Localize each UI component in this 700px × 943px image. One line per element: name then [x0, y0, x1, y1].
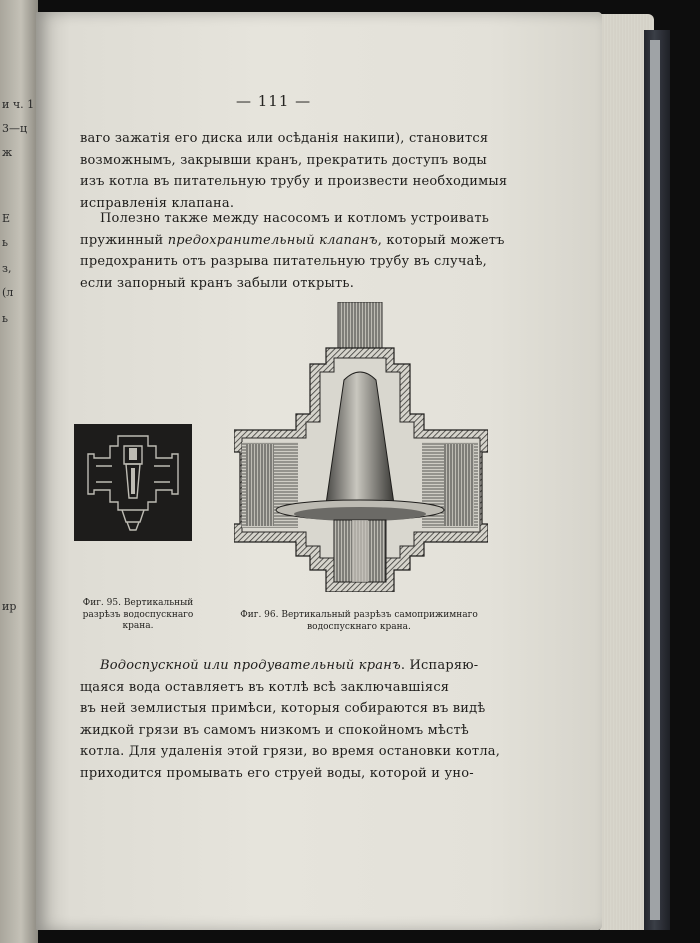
text-line: возможнымъ, закрывши кранъ, прекратить доступъ воды [80, 152, 487, 168]
book-cover-inner [650, 40, 660, 920]
text-line: жидкой грязи въ самомъ низкомъ и спокойномъ мѣстѣ [80, 722, 469, 738]
text-span: , который можетъ [377, 232, 505, 248]
figure-95-illustration [74, 424, 192, 541]
left-page-fragment: (л [2, 286, 14, 299]
left-page-fragment: ж [2, 146, 13, 159]
text-line: котла. Для удаленія этой грязи, во время остановки котла, [80, 744, 501, 759]
text-line: щаяся вода оставляетъ въ котлѣ всѣ заключавшіяся [80, 679, 450, 695]
left-page-fragment: ир [2, 600, 17, 613]
caption-line: Фиг. 95. Вертикальный [82, 598, 194, 608]
text-line [80, 230, 505, 252]
figure-96-illustration [234, 302, 488, 592]
paragraph-3 [80, 655, 500, 784]
text-line: Полезно также между насосомъ и котломъ устроивать [100, 211, 489, 226]
figure-96-caption [228, 610, 490, 633]
page-number: — 111 — [236, 92, 312, 110]
text-line: предохранить отъ разрыва питательную трубу въ случаѣ, [80, 254, 487, 269]
caption-line: разрѣзъ водоспускнаго [82, 609, 194, 620]
figure-95-caption [76, 598, 200, 633]
text-line: приходится промывать его струей воды, которой и уно- [80, 765, 474, 781]
left-page-fragment: ь [2, 312, 8, 325]
text-span: . Испаряю- [400, 658, 479, 673]
text-line [80, 655, 500, 677]
text-line: исправленія клапана. [80, 195, 235, 211]
caption-line: водоспускнаго крана. [307, 621, 411, 632]
italic-term: предохранительный клапанъ [167, 232, 378, 248]
text-span: пружинный [80, 232, 168, 248]
left-page-fragment: з, [2, 262, 12, 275]
left-page-edge [0, 0, 38, 943]
left-page-fragment: и ч. 1 [2, 98, 35, 111]
caption-line: крана. [122, 621, 154, 631]
italic-term: Водоспускной или продувательный кранъ [100, 658, 401, 673]
text-line: въ ней землистыя примѣси, которыя собираются въ видѣ [80, 701, 486, 716]
caption-line: Фиг. 96. Вертикальный разрѣзъ самоприжимнаго [240, 610, 478, 620]
paragraph-2 [80, 208, 505, 294]
left-page-fragment: ь [2, 236, 8, 249]
text-line: если запорный кранъ забыли открыть. [80, 275, 355, 291]
text-line: изъ котла въ питательную трубу и произвести необходимыя [80, 174, 508, 189]
left-page-fragment: 3—ц [2, 122, 28, 135]
text-line: ваго зажатія его диска или осѣданія накипи), становится [80, 131, 489, 146]
left-page-fragment: Е [2, 212, 11, 225]
paragraph-1 [80, 128, 507, 214]
